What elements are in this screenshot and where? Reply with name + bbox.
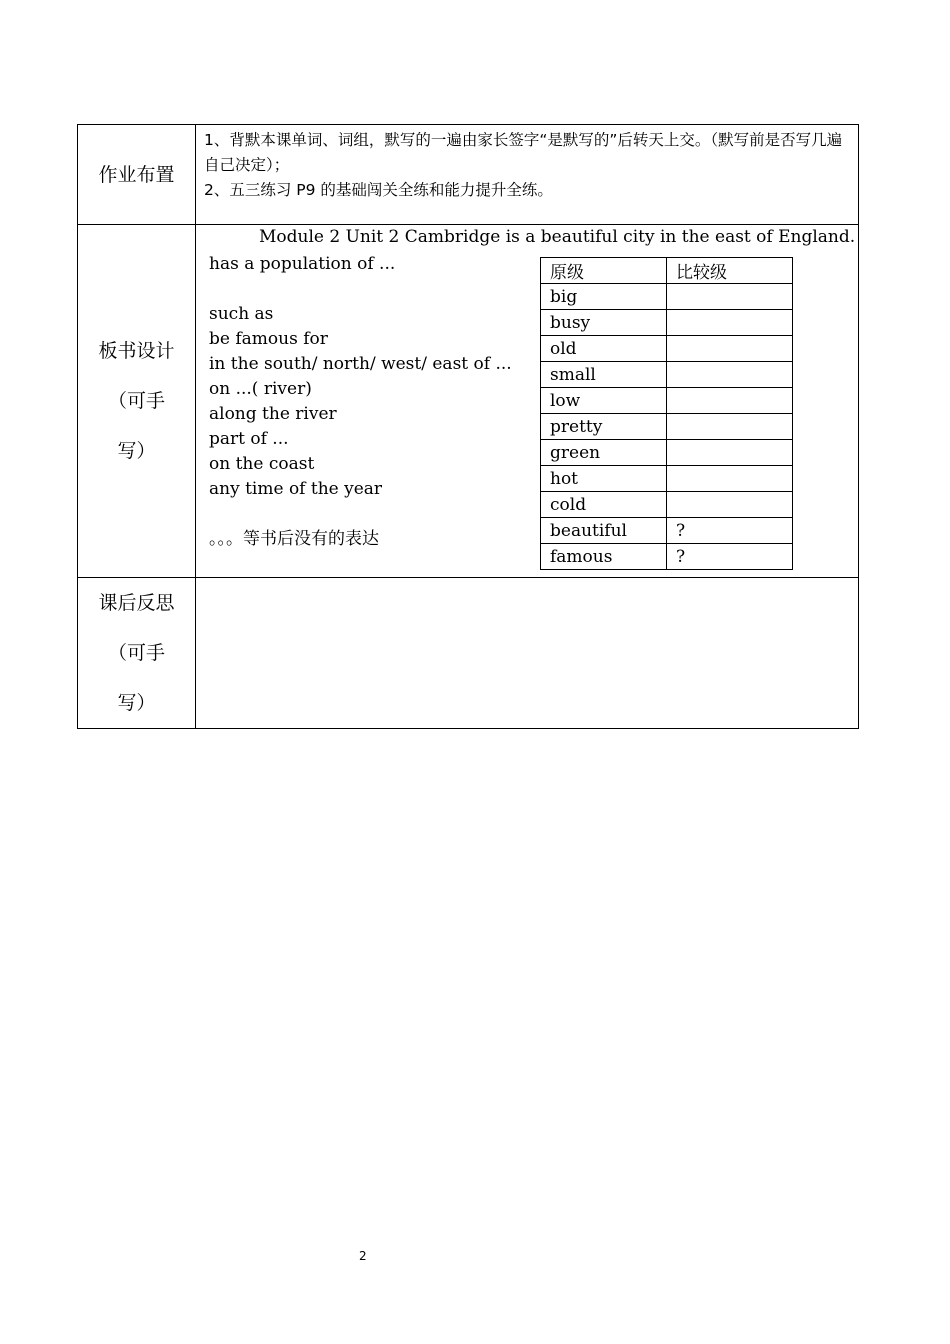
comparison-row: [541, 388, 793, 414]
comparative-cell: [667, 466, 793, 492]
phrase-note: 。。。等书后没有的表达: [209, 529, 379, 549]
lesson-plan-table: [77, 124, 859, 729]
page-number: 2: [359, 1249, 367, 1263]
comparative-cell: [667, 388, 793, 414]
positive-cell: hot: [541, 466, 667, 492]
phrase-item: has a population of ...: [209, 254, 396, 274]
comparison-table: [540, 257, 793, 570]
header-positive: 原级: [541, 258, 667, 284]
phrase-item: such as: [209, 304, 274, 324]
positive-cell: small: [541, 362, 667, 388]
comparison-row: [541, 414, 793, 440]
positive-cell: pretty: [541, 414, 667, 440]
phrase-list: [209, 252, 512, 552]
comparative-cell: [667, 284, 793, 310]
comparative-cell: ?: [667, 518, 793, 544]
comparative-cell: [667, 414, 793, 440]
comparative-cell: [667, 492, 793, 518]
comparison-row: [541, 492, 793, 518]
phrase-item: be famous for: [209, 329, 328, 349]
phrase-item: in the south/ north/ west/ east of ...: [209, 354, 512, 374]
phrase-item: [209, 502, 512, 527]
homework-label: 作业布置: [78, 125, 196, 225]
positive-cell: big: [541, 284, 667, 310]
reflection-row: [78, 578, 859, 729]
phrase-item: on the coast: [209, 454, 315, 474]
phrase-item: part of ...: [209, 429, 289, 449]
positive-cell: famous: [541, 544, 667, 570]
board-design-label: 板书设计 （可手 写）: [78, 225, 196, 578]
comparative-cell: [667, 362, 793, 388]
board-design-content: [196, 225, 859, 578]
comparison-header-row: [541, 258, 793, 284]
comparative-cell: [667, 440, 793, 466]
comparison-row: [541, 310, 793, 336]
header-comparative: 比较级: [667, 258, 793, 284]
positive-cell: green: [541, 440, 667, 466]
positive-cell: beautiful: [541, 518, 667, 544]
comparison-row: [541, 518, 793, 544]
comparative-cell: [667, 310, 793, 336]
positive-cell: cold: [541, 492, 667, 518]
phrase-item: along the river: [209, 404, 337, 424]
phrase-item: [209, 277, 512, 302]
positive-cell: busy: [541, 310, 667, 336]
phrase-item: on ...( river): [209, 379, 312, 399]
positive-cell: low: [541, 388, 667, 414]
comparison-row: [541, 336, 793, 362]
phrase-item: any time of the year: [209, 479, 383, 499]
comparison-row: [541, 362, 793, 388]
homework-row: [78, 125, 859, 225]
board-title: Module 2 Unit 2 Cambridge is a beautiful city in the east of England.: [259, 227, 856, 247]
reflection-label: 课后反思 （可手 写）: [78, 578, 196, 729]
comparison-row: [541, 466, 793, 492]
homework-item-1: 1、背默本课单词、词组，默写的一遍由家长签字“是默写的”后转天上交。（默写前是否写几遍自己决定）；: [204, 131, 843, 174]
comparative-cell: ?: [667, 544, 793, 570]
comparative-cell: [667, 336, 793, 362]
board-design-row: [78, 225, 859, 578]
reflection-content: [196, 578, 859, 729]
homework-content: [196, 125, 859, 225]
comparison-row: [541, 544, 793, 570]
comparison-row: [541, 284, 793, 310]
homework-item-2: 2、五三练习 P9 的基础闯关全练和能力提升全练。: [204, 181, 553, 199]
positive-cell: old: [541, 336, 667, 362]
comparison-row: [541, 440, 793, 466]
